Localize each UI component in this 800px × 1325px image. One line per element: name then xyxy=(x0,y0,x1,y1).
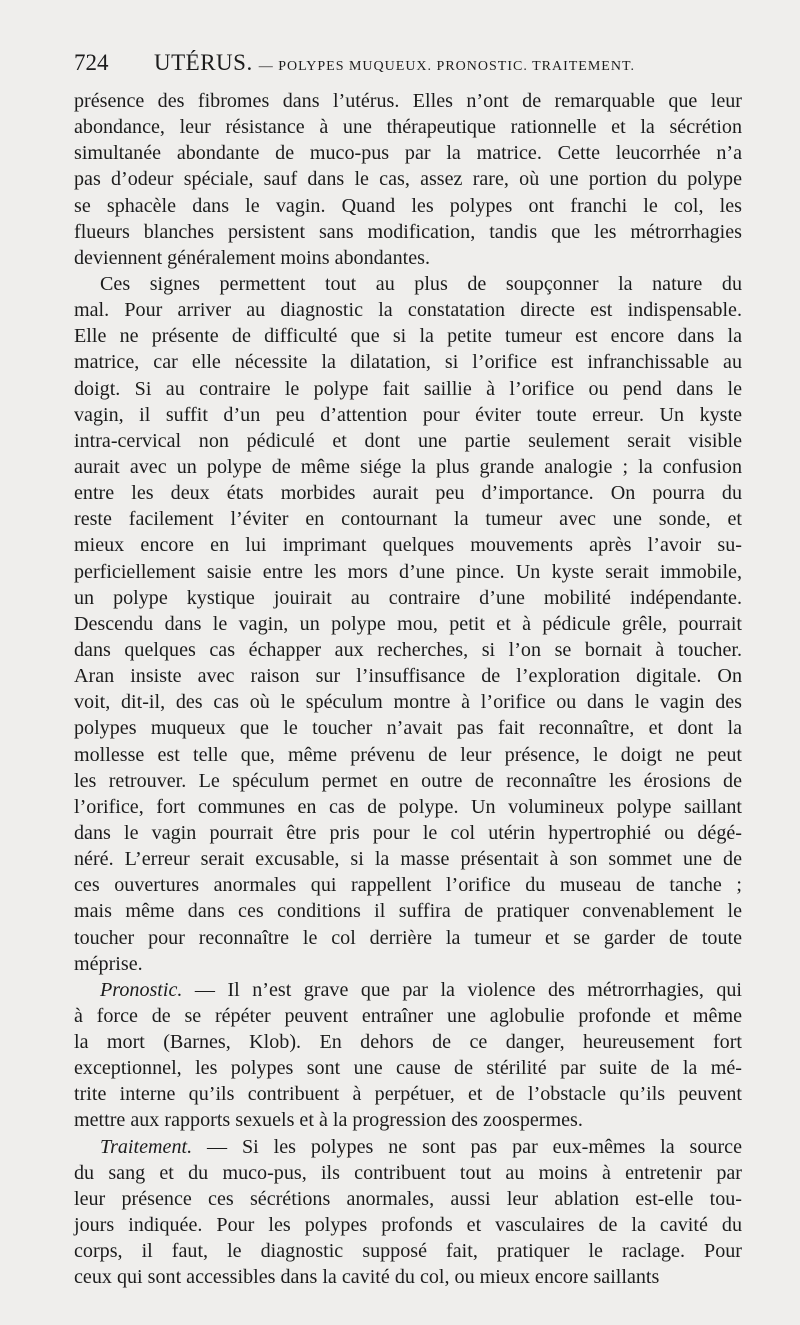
line-text: à force de se répéter peuvent entraîner une aglobulie profonde et même xyxy=(74,1004,742,1027)
running-head-title: UTÉRUS. xyxy=(154,50,253,75)
text-line xyxy=(74,532,742,558)
line-text: présence des fibromes dans l’utérus. Elles n’ont de remarquable que leur xyxy=(74,90,742,112)
text-line xyxy=(74,898,742,924)
text-line xyxy=(74,271,742,297)
text-line xyxy=(74,768,742,794)
text-line xyxy=(74,1029,742,1055)
line-text: les retrouver. Le spéculum permet en outre de reconnaître les érosions de xyxy=(74,769,742,792)
line-text: reste facilement l’éviter en contournant la tumeur avec une sonde, et xyxy=(74,508,742,531)
line-text: voit, dit-il, des cas où le spéculum montre à l’orifice ou dans le vagin des xyxy=(74,691,742,714)
line-text: corps, il faut, le diagnostic supposé fait, pratiquer le raclage. Pour xyxy=(74,1240,742,1263)
line-text: ceux qui sont accessibles dans la cavité du col, ou mieux encore saillants xyxy=(74,1266,660,1289)
text-line xyxy=(74,663,742,689)
line-text: intra-cervical non pédiculé et dont une partie seulement serait visible xyxy=(74,429,742,452)
text-line xyxy=(74,559,742,585)
line-text: mieux encore en lui imprimant quelques mouvements après l’avoir su- xyxy=(74,534,742,557)
line-text: deviennent généralement moins abondantes. xyxy=(74,246,430,269)
line-text: trite interne qu’ils contribuent à perpétuer, et de l’obstacle qu’ils peuvent xyxy=(74,1083,742,1106)
text-line xyxy=(74,611,742,637)
line-text: Elle ne présente de difficulté que si la petite tumeur est encore dans la xyxy=(74,325,742,348)
text-line xyxy=(74,872,742,898)
text-line xyxy=(74,1134,742,1160)
text-line xyxy=(74,1081,742,1107)
line-text: toucher pour reconnaître le col derrière la tumeur et se garder de toute xyxy=(74,926,742,949)
section-lead: Traitement. xyxy=(100,1135,193,1158)
text-line xyxy=(74,140,742,166)
text-line xyxy=(74,428,742,454)
text-line xyxy=(74,1003,742,1029)
line-text: l’orifice, fort communes en cas de polype. Un volumineux polype saillant xyxy=(74,795,742,818)
line-text: mais même dans ces conditions il suffira de pratiquer convenablement le xyxy=(74,900,742,923)
text-line xyxy=(74,402,742,428)
text-line xyxy=(74,506,742,532)
text-line xyxy=(74,376,742,402)
text-line xyxy=(74,297,742,323)
line-text: dans quelques cas échapper aux recherches, si l’on se bornait à toucher. xyxy=(74,638,742,661)
text-line xyxy=(74,925,742,951)
text-line xyxy=(74,349,742,375)
line-text: un polype kystique jouirait au contraire d’une mobilité indépendante. xyxy=(74,586,742,609)
text-line xyxy=(74,1264,742,1290)
running-head-subtitle: — POLYPES MUQUEUX. PRONOSTIC. TRAITEMENT. xyxy=(258,59,635,74)
line-text: vagin, il suffit d’un peu d’attention pour éviter toute erreur. Un kyste xyxy=(74,403,742,426)
line-text: néré. L’erreur serait excusable, si la masse présentait à son sommet une de xyxy=(74,848,742,871)
line-text: simultanée abondante de muco-pus par la matrice. Cette leucorrhée n’a xyxy=(74,142,742,165)
line-text: exceptionnel, les polypes sont une cause de stérilité par suite de la mé- xyxy=(74,1057,742,1080)
line-text: méprise. xyxy=(74,952,143,975)
text-line xyxy=(74,166,742,192)
line-text: mettre aux rapports sexuels et à la progression des zoospermes. xyxy=(74,1109,583,1132)
text-line xyxy=(74,820,742,846)
text-line xyxy=(74,1160,742,1186)
line-text: abondance, leur résistance à une thérapeutique rationnelle et la sécrétion xyxy=(74,116,742,139)
text-line xyxy=(74,219,742,245)
text-line xyxy=(74,585,742,611)
line-text: mal. Pour arriver au diagnostic la constatation directe est indispensable. xyxy=(74,299,742,322)
text-line xyxy=(74,742,742,768)
line-text: flueurs blanches persistent sans modification, tandis que les métrorrhagies xyxy=(74,220,742,243)
line-text: polypes muqueux que le toucher n’avait pas fait reconnaître, et dont la xyxy=(74,717,742,740)
text-line xyxy=(74,977,742,1003)
line-text: Ces signes permettent tout au plus de soupçonner la nature du xyxy=(100,272,742,295)
text-line xyxy=(74,794,742,820)
section-lead: Pronostic. xyxy=(100,978,183,1001)
line-text: — Il n’est grave que par la violence des métrorrhagies, qui xyxy=(182,978,742,1001)
line-text: matrice, car elle nécessite la dilatation, si l’orifice est infranchissable au xyxy=(74,351,742,374)
page-number: 724 xyxy=(74,50,109,75)
text-line xyxy=(74,1055,742,1081)
line-text: aurait avec un polype de même siége la plus grande analogie ; la confusion xyxy=(74,455,742,478)
text-line xyxy=(74,88,742,114)
text-line xyxy=(74,114,742,140)
text-line xyxy=(74,1212,742,1238)
text-line xyxy=(74,454,742,480)
line-text: dans le vagin pourrait être pris pour le col utérin hypertrophié ou dégé- xyxy=(74,821,742,844)
text-line xyxy=(74,689,742,715)
line-text: la mort (Barnes, Klob). En dehors de ce danger, heureusement fort xyxy=(74,1031,742,1054)
text-line xyxy=(74,951,742,977)
running-header xyxy=(74,50,742,84)
text-line xyxy=(74,323,742,349)
text-line xyxy=(74,1238,742,1264)
text-line xyxy=(74,637,742,663)
text-line xyxy=(74,1107,742,1133)
line-text: mollesse est telle que, même prévenu de leur présence, le doigt ne peut xyxy=(74,743,742,766)
line-text: entre les deux états morbides aurait peu d’importance. On pourra du xyxy=(74,482,742,505)
text-line xyxy=(74,846,742,872)
line-text: ces ouvertures anormales qui rappellent l’orifice du museau de tanche ; xyxy=(74,874,742,897)
line-text: doigt. Si au contraire le polype fait saillie à l’orifice ou pend dans le xyxy=(74,377,742,400)
line-text: Aran insiste avec raison sur l’insuffisance de l’exploration digitale. On xyxy=(74,665,742,688)
text-line xyxy=(74,1186,742,1212)
body-text xyxy=(74,88,742,1290)
text-line xyxy=(74,480,742,506)
line-text: leur présence ces sécrétions anormales, aussi leur ablation est-elle tou- xyxy=(74,1187,742,1210)
line-text: Descendu dans le vagin, un polype mou, petit et à pédicule grêle, pourrait xyxy=(74,612,742,635)
line-text: se sphacèle dans le vagin. Quand les polypes ont franchi le col, les xyxy=(74,194,742,217)
line-text: du sang et du muco-pus, ils contribuent tout au moins à entretenir par xyxy=(74,1161,742,1184)
text-line xyxy=(74,715,742,741)
line-text: jours indiquée. Pour les polypes profonds et vasculaires de la cavité du xyxy=(74,1214,742,1237)
line-text: pas d’odeur spéciale, sauf dans le cas, assez rare, où une portion du polype xyxy=(74,168,742,191)
text-line xyxy=(74,245,742,271)
line-text: — Si les polypes ne sont pas par eux-mêmes la source xyxy=(192,1135,742,1158)
text-line xyxy=(74,193,742,219)
line-text: perficiellement saisie entre les mors d’une pince. Un kyste serait immobile, xyxy=(74,560,742,583)
